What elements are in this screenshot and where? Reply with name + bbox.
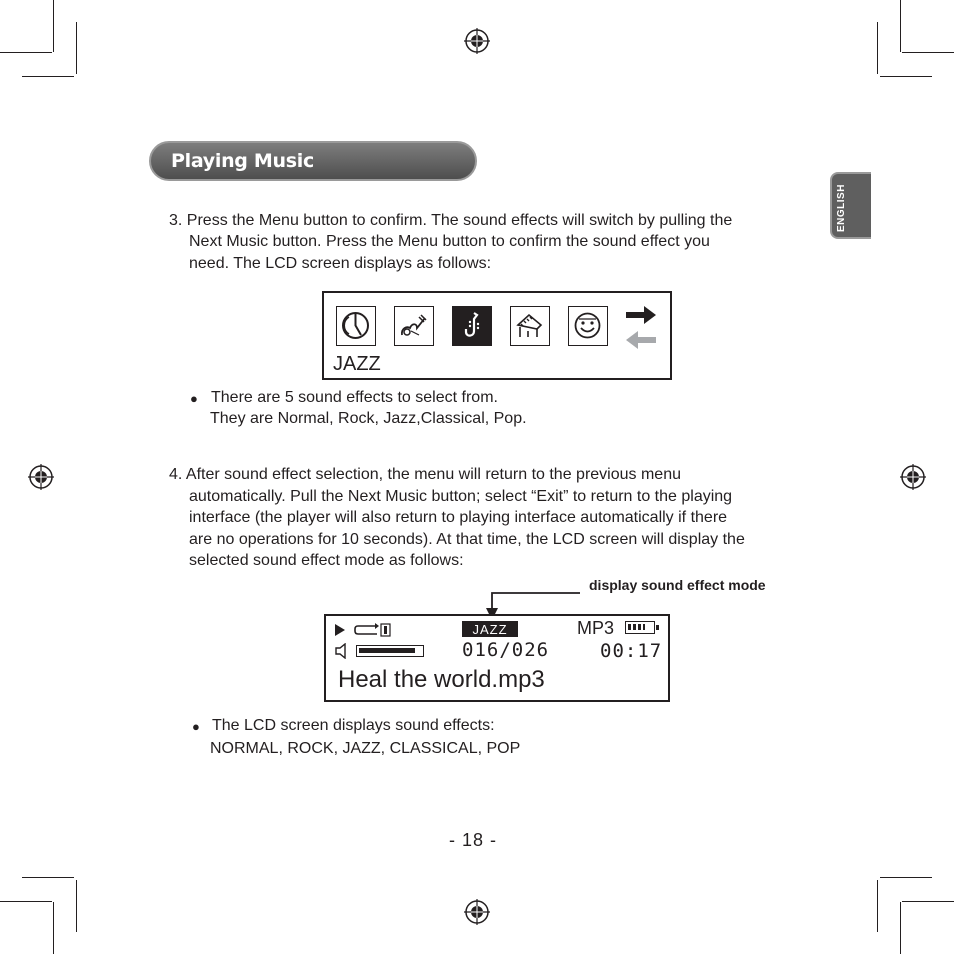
section-heading	[149, 141, 477, 181]
registration-mark-left	[28, 464, 54, 490]
elapsed-time: 00:17	[600, 640, 663, 662]
bullet-1-line: There are 5 sound effects to select from.	[211, 389, 498, 406]
battery-icon	[625, 621, 655, 634]
arrow-left-icon	[624, 329, 658, 351]
bullet-1-line: They are Normal, Rock, Jazz,Classical, Pop.	[210, 410, 527, 427]
registration-mark-bottom	[464, 899, 490, 925]
lcd-playing-screen	[324, 614, 670, 702]
track-filename: Heal the world.mp3	[338, 666, 545, 693]
lcd-mode-label: JAZZ	[333, 353, 381, 375]
speaker-icon	[334, 643, 350, 659]
eq-badge	[462, 621, 518, 637]
lcd-effect-selector	[322, 291, 672, 380]
bullet-2-line: The LCD screen displays sound effects:	[212, 717, 495, 734]
step-3-line: Next Music button. Press the Menu button to confirm the sound effect you	[189, 233, 710, 250]
volume-bar	[356, 645, 424, 657]
play-icon	[334, 623, 346, 637]
repeat-icon	[353, 623, 391, 637]
pop-icon	[568, 306, 608, 346]
page-number: - 18 -	[449, 830, 498, 850]
step-3-line: 3. Press the Menu button to confirm. The sound effects will switch by pulling the	[169, 212, 733, 229]
rock-icon	[394, 306, 434, 346]
normal-icon	[336, 306, 376, 346]
step-4-line: 4. After sound effect selection, the menu will return to the previous menu	[169, 466, 681, 483]
step-4-line: selected sound effect mode as follows:	[189, 552, 464, 569]
language-tab-label: ENGLISH	[836, 184, 847, 232]
bullet-dot: ●	[190, 391, 198, 406]
bullet-dot: ●	[192, 719, 200, 734]
step-4-line: interface (the player will also return to playing interface automatically if there	[189, 509, 728, 526]
classical-icon	[510, 306, 550, 346]
registration-mark-right	[900, 464, 926, 490]
arrow-right-icon	[624, 304, 658, 326]
eq-badge-label: JAZZ	[472, 622, 508, 637]
bullet-2-line: NORMAL, ROCK, JAZZ, CLASSICAL, POP	[210, 740, 521, 757]
track-counter: 016/026	[462, 639, 550, 661]
jazz-icon	[452, 306, 492, 346]
step-3-line: need. The LCD screen displays as follows:	[189, 255, 492, 272]
section-title: Playing Music	[171, 150, 314, 172]
callout-label: display sound effect mode	[589, 577, 766, 593]
step-4-line: automatically. Pull the Next Music button; select “Exit” to return to the playing	[189, 488, 733, 505]
language-tab	[830, 172, 871, 239]
format-label: MP3	[577, 618, 615, 638]
step-4-line: are no operations for 10 seconds). At that time, the LCD screen will display the	[189, 531, 745, 548]
registration-mark-top	[464, 28, 490, 54]
